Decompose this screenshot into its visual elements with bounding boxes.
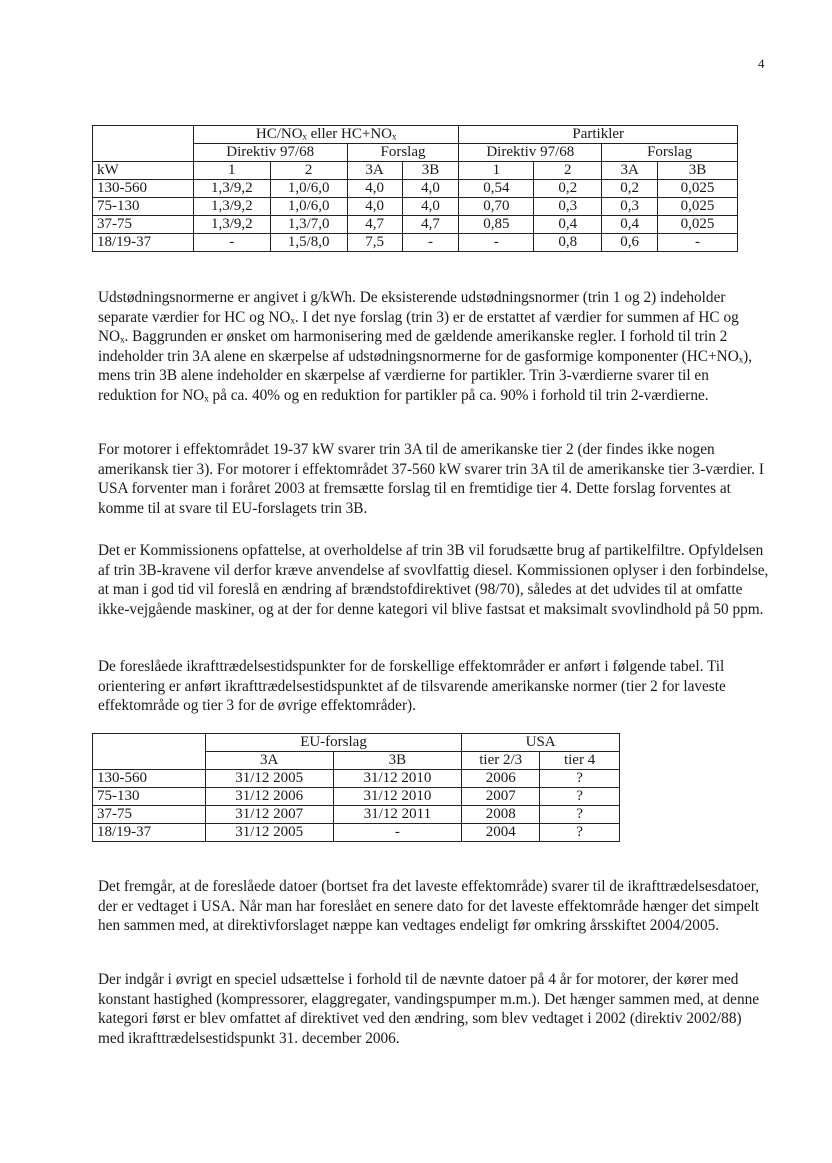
paragraph: De foreslåede ikrafttrædelsestidspunkter for de forskellige effektområder er anført i følgende tabel. Til orientering er anført ikrafttrædelsestidspunktet af de tilsvarende amerikanske normer (tier 2 for laveste effektområde og tier 3 for de øvrige effektområder). [98,658,726,714]
subheader-proposal: Forslag [347,144,459,162]
subheader-proposal: Forslag [602,144,738,162]
table-row [93,234,738,252]
table-cell: - [333,824,462,842]
stage-label: 2 [270,162,347,180]
corner-cell [93,734,206,752]
table-cell: 31/12 2005 [205,770,333,788]
row-label: 18/19-37 [93,234,194,252]
table-cell: 2008 [462,806,540,824]
table-cell: - [459,234,534,252]
table-cell: 4,0 [347,180,402,198]
table-row [93,788,620,806]
paragraph: Det fremgår, at de foreslåede datoer (bortset fra det laveste effektområde) svarer til de ikrafttrædelsesdatoer, der er vedtaget i USA. Når man har foreslået en senere dato for det laveste effektområde hænger det simpelt hen sammen med, at direktivforslaget næppe kan vedtages endeligt før omkring årsskiftet 2004/2005. [98,878,760,934]
table-cell: 1,3/7,0 [270,216,347,234]
row-label: 75-130 [93,198,194,216]
table-cell: 1,3/9,2 [193,198,270,216]
table-cell: 4,0 [347,198,402,216]
row-label: 37-75 [93,806,206,824]
page-number: 4 [758,56,765,71]
group-header-eu: EU-forslag [205,734,462,752]
table-cell: 31/12 2006 [205,788,333,806]
table-cell: 4,0 [402,180,459,198]
table-cell: 0,3 [602,198,658,216]
subheader: tier 2/3 [462,752,540,770]
paragraph: Udstødningsnormerne er angivet i g/kWh. De eksisterende udstødningsnormer (trin 1 og 2) indeholder separate værdier for HC og NOₓ. I det nye forslag (trin 3) er de erstattet af værdier for summen af HC og NOₓ. Baggrunden er ønsket om harmonisering med de gældende amerikanske regler. I forhold til trin 2 indeholder trin 3A alene en skærpelse af udstødningsnormerne for de gasformige komponenter (HC+NOₓ), mens trin 3B alene indeholder en skærpelse af værdierne for partikler. Trin 3-værdierne svarer til en reduktion for NOₓ på ca. 40% og en reduktion for partikler på ca. 90% i forhold til trin 2-værdierne. [98,289,753,404]
corner-cell [93,144,194,162]
row-label: 18/19-37 [93,824,206,842]
subheader-directive: Direktiv 97/68 [459,144,602,162]
table-row [93,824,620,842]
table-cell: 1,3/9,2 [193,216,270,234]
subheader: 3A [205,752,333,770]
subheader: 3B [333,752,462,770]
stage-label: 3A [602,162,658,180]
table-row [93,216,738,234]
table-cell: 0,54 [459,180,534,198]
paragraph: Der indgår i øvrigt en speciel udsættelse i forhold til de nævnte datoer på 4 år for motorer, der kører med konstant hastighed (kompressorer, elaggregater, vandingspumper m.m.). Det hænger sammen med, at denne kategori først er blev omfattet af direktivet ved den ændring, som blev vedtaget i 2002 (direktiv 2002/88) med ikrafttrædelsestidspunkt 31. december 2006. [98,971,760,1047]
table-row [93,180,738,198]
table-cell: 0,4 [534,216,602,234]
group-header-hcnox: HC/NOₓ eller HC+NOₓ [193,126,459,144]
table-cell: 0,2 [602,180,658,198]
table-cell: 1,0/6,0 [270,180,347,198]
table-cell: 0,025 [658,216,738,234]
stage-label: 1 [193,162,270,180]
subheader-directive: Direktiv 97/68 [193,144,347,162]
emission-limits-table [92,125,738,252]
table-cell: 31/12 2007 [205,806,333,824]
table-row [93,770,620,788]
table-cell: ? [540,806,620,824]
table-cell: 4,7 [347,216,402,234]
table-cell: 1,0/6,0 [270,198,347,216]
group-header-particles: Partikler [459,126,738,144]
stage-label: 1 [459,162,534,180]
table-cell: 0,4 [602,216,658,234]
corner-cell [93,752,206,770]
table-cell: 0,70 [459,198,534,216]
table-cell: - [402,234,459,252]
group-header-usa: USA [462,734,620,752]
table-cell: 7,5 [347,234,402,252]
row-label: 75-130 [93,788,206,806]
table-cell: 31/12 2010 [333,788,462,806]
table-cell: 1,3/9,2 [193,180,270,198]
paragraph: Det er Kommissionens opfattelse, at overholdelse af trin 3B vil forudsætte brug af partikelfiltre. Opfyldelsen af trin 3B-kravene vil derfor kræve anvendelse af svovlfattig diesel. Kommissionen oplyser i den forbindelse, at man i god tid vil foreslå en ændring af brændstofdirektivet (98/70), således at det udvides til at omfatte ikke-vejgående maskiner, og at der for denne kategori vil blive fastsat et maksimalt svovlindhold på 50 ppm. [98,542,769,618]
stage-label: 2 [534,162,602,180]
table-cell: 0,2 [534,180,602,198]
paragraph: For motorer i effektområdet 19-37 kW svarer trin 3A til de amerikanske tier 2 (der findes ikke nogen amerikansk tier 3). For motorer i effektområdet 37-560 kW svarer trin 3A til de amerikanske tier 3-værdier. I USA forventer man i foråret 2003 at fremsætte forslag til en fremtidige tier 4. Dette forslag forventes at komme til at svare til EU-forslagets trin 3B. [98,441,764,517]
table-cell: 2004 [462,824,540,842]
table-row [93,198,738,216]
table-cell: 4,7 [402,216,459,234]
subheader: tier 4 [540,752,620,770]
table-cell: ? [540,770,620,788]
table-cell: 0,85 [459,216,534,234]
table-cell: 31/12 2005 [205,824,333,842]
table-row [93,806,620,824]
table-cell: 0,025 [658,198,738,216]
table-cell: 1,5/8,0 [270,234,347,252]
table-cell: 0,8 [534,234,602,252]
row-label: 37-75 [93,216,194,234]
table-cell: ? [540,824,620,842]
stage-label: 3B [402,162,459,180]
table-cell: 31/12 2011 [333,806,462,824]
table-cell: 0,6 [602,234,658,252]
stage-label: 3A [347,162,402,180]
table-cell: 0,3 [534,198,602,216]
row-label: 130-560 [93,770,206,788]
corner-cell [93,126,194,144]
table-cell: - [193,234,270,252]
table-cell: 2007 [462,788,540,806]
effective-dates-table [92,733,620,842]
table-cell: 31/12 2010 [333,770,462,788]
table-cell: 2006 [462,770,540,788]
stage-label: 3B [658,162,738,180]
table-cell: 0,025 [658,180,738,198]
table-cell: ? [540,788,620,806]
table-cell: 4,0 [402,198,459,216]
row-label: 130-560 [93,180,194,198]
table-cell: - [658,234,738,252]
kw-header: kW [93,162,194,180]
